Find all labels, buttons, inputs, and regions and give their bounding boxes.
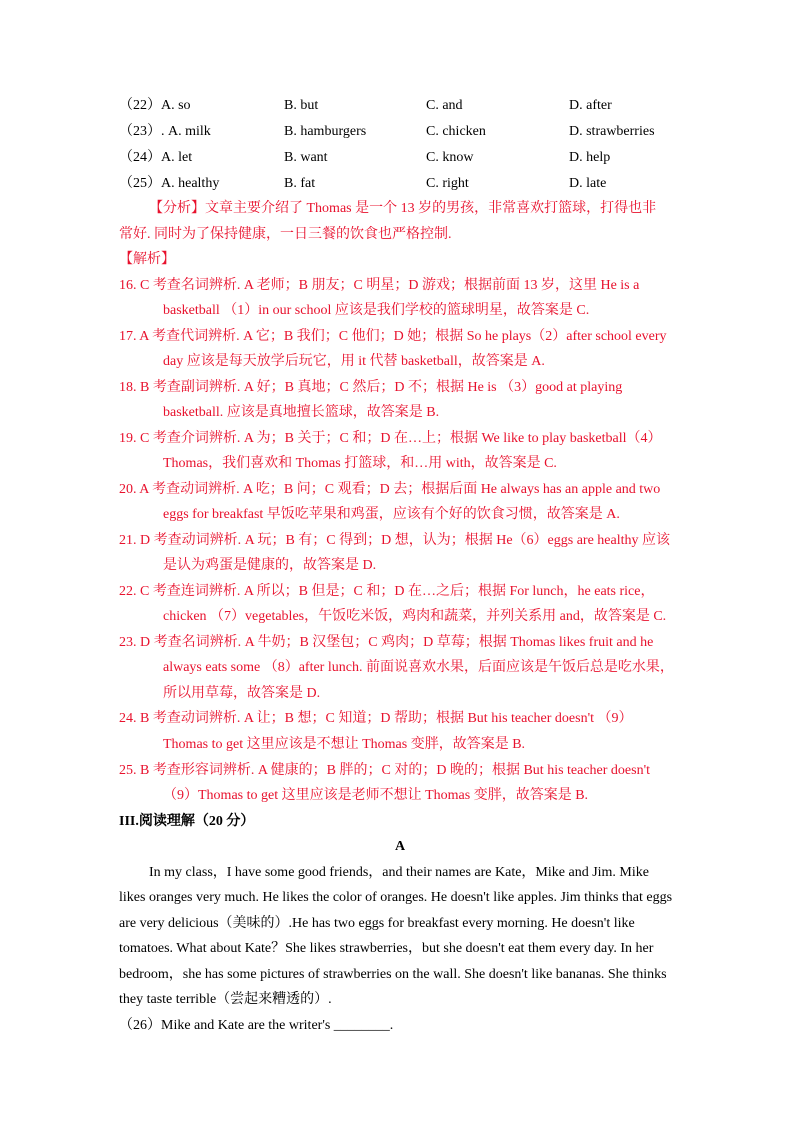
option-c: C. chicken [426, 124, 486, 139]
answer-line: chicken （7）vegetables，午饭吃米饭，鸡肉和蔬菜，并列关系用 and，故答案是 C. [163, 609, 667, 624]
section-title: III.阅读理解（20 分） [119, 814, 255, 829]
answer-line: basketball. 应该是真地擅长篮球，故答案是 B. [163, 405, 440, 420]
option-a: （24）A. let [119, 150, 193, 165]
answer-line: Thomas to get 这里应该是不想让 Thomas 变胖，故答案是 B. [163, 737, 526, 752]
answer-line: 所以用草莓，故答案是 D. [163, 686, 321, 701]
answer-line: 17. A 考查代词辨析. A 它；B 我们；C 他们；D 她；根据 So he plays（2）after school every [119, 329, 667, 344]
answer-line: 25. B 考查形容词辨析. A 健康的；B 胖的；C 对的；D 晚的；根据 But his teacher doesn't [119, 763, 651, 778]
option-a: （23）. A. milk [119, 124, 211, 139]
answer-line: 18. B 考查副词辨析. A 好；B 真地；C 然后；D 不；根据 He is （3）good at playing [119, 380, 623, 395]
answer-line: Thomas，我们喜欢和 Thomas 打篮球，和…用 with，故答案是 C. [163, 456, 557, 471]
option-b: B. want [284, 150, 328, 165]
answer-line: 19. C 考查介词辨析. A 为；B 关于；C 和；D 在…上；根据 We like to play basketball（4） [119, 431, 662, 446]
passage-line: tomatoes. What about Kate？She likes strawberries，but she doesn't eat them every day. In her [119, 941, 654, 956]
passage-line: In my class，I have some good friends，and their names are Kate，Mike and Jim. Mike [149, 865, 649, 880]
passage-label: A [394, 839, 406, 854]
option-d: D. strawberries [569, 124, 655, 139]
answer-line: day 应该是每天放学后玩它，用 it 代替 basketball，故答案是 A. [163, 354, 545, 369]
passage-line: bedroom，she has some pictures of strawberries on the wall. She doesn't like bananas. She thinks [119, 967, 667, 982]
option-d: D. help [569, 150, 611, 165]
answer-line: 是认为鸡蛋是健康的，故答案是 D. [163, 558, 377, 573]
answer-line: （9）Thomas to get 这里应该是老师不想让 Thomas 变胖，故答案是 B. [163, 788, 589, 803]
question-26: （26）Mike and Kate are the writer's ________. [119, 1018, 394, 1033]
option-a: （22）A. so [119, 98, 191, 113]
answer-line: always eats some （8）after lunch. 前面说喜欢水果，后面应该是午饭后总是吃水果， [163, 660, 674, 675]
option-b: B. fat [284, 176, 316, 191]
answer-line: 20. A 考查动词辨析. A 吃；B 问；C 观看；D 去；根据后面 He always has an apple and two [119, 482, 661, 497]
explanation-heading: 【解析】 [119, 252, 175, 267]
option-d: D. late [569, 176, 607, 191]
option-c: C. right [426, 176, 469, 191]
answer-line: 22. C 考查连词辨析. A 所以；B 但是；C 和；D 在…之后；根据 For lunch，he eats rice， [119, 584, 655, 599]
passage-line: likes oranges very much. He likes the color of oranges. He doesn't like apples. Jim thinks that eggs [119, 890, 673, 905]
option-c: C. and [426, 98, 463, 113]
answer-line: 21. D 考查动词辨析. A 玩；B 有；C 得到；D 想，认为；根据 He（6）eggs are healthy 应该 [119, 533, 671, 548]
option-b: B. but [284, 98, 319, 113]
option-b: B. hamburgers [284, 124, 367, 139]
analysis-line-2: 常好. 同时为了保持健康，一日三餐的饮食也严格控制. [119, 227, 452, 242]
option-a: （25）A. healthy [119, 176, 220, 191]
option-c: C. know [426, 150, 474, 165]
answer-line: eggs for breakfast 早饭吃苹果和鸡蛋，应该有个好的饮食习惯，故答案是 A. [163, 507, 620, 522]
passage-line: are very delicious（美味的）.He has two eggs for breakfast every morning. He doesn't like [119, 916, 635, 931]
answer-line: 24. B 考查动词辨析. A 让；B 想；C 知道；D 帮助；根据 But his teacher doesn't （9） [119, 711, 633, 726]
passage-line: they taste terrible（尝起来糟透的）. [119, 992, 332, 1007]
answer-line: basketball （1）in our school 应该是我们学校的篮球明星，故答案是 C. [163, 303, 590, 318]
answer-line: 23. D 考查名词辨析. A 牛奶；B 汉堡包；C 鸡肉；D 草莓；根据 Thomas likes fruit and he [119, 635, 654, 650]
option-d: D. after [569, 98, 612, 113]
answer-line: 16. C 考查名词辨析. A 老师；B 朋友；C 明星；D 游戏；根据前面 13 岁，这里 He is a [119, 278, 640, 293]
analysis-line-1: 【分析】文章主要介绍了 Thomas 是一个 13 岁的男孩，非常喜欢打篮球，打得也非 [149, 201, 657, 216]
